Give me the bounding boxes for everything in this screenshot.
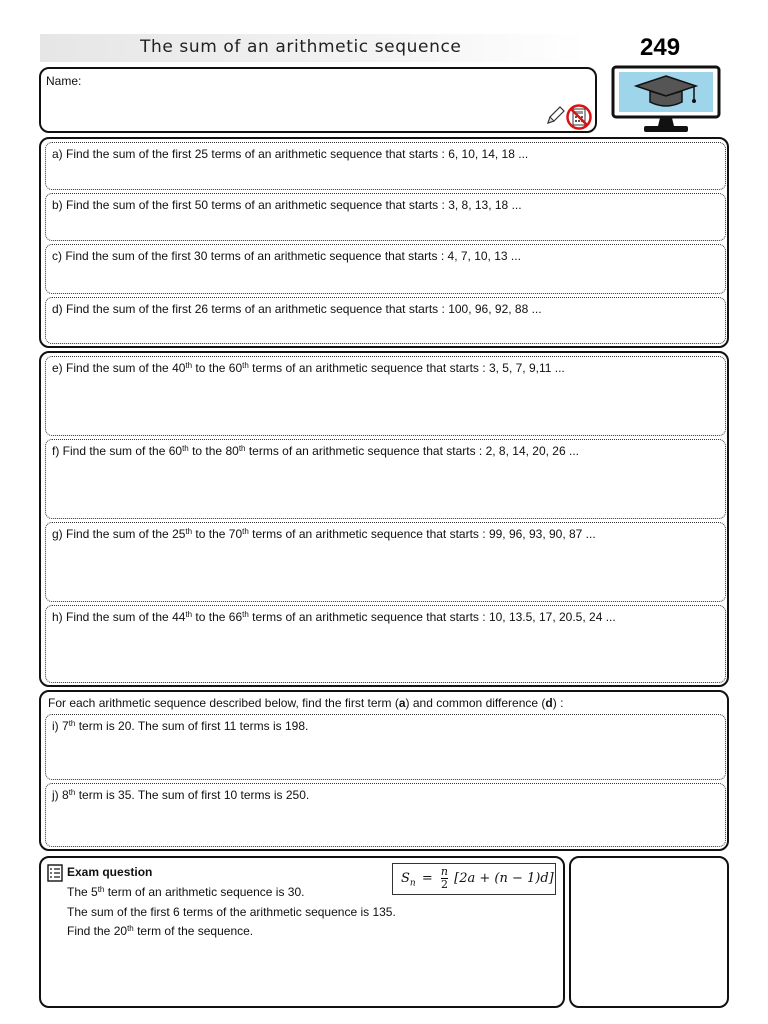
question-text: c) Find the sum of the first 30 terms of an arithmetic sequence that starts : 4, 7, 10, 13 ... xyxy=(52,249,521,263)
question-text: i) 7th term is 20. The sum of first 11 terms is 198. xyxy=(52,719,309,733)
exam-line-2: The sum of the first 6 terms of the arithmetic sequence is 135. xyxy=(67,905,396,919)
question-text: j) 8th term is 35. The sum of first 10 terms is 250. xyxy=(52,788,310,802)
question-text: h) Find the sum of the 44th to the 66th terms of an arithmetic sequence that starts : 10, 13.5, 17, 20.5, 24 ... xyxy=(52,610,616,624)
name-box xyxy=(39,67,597,133)
answer-box[interactable] xyxy=(569,856,729,1008)
question-text: f) Find the sum of the 60th to the 80th terms of an arithmetic sequence that starts : 2, 8, 14, 20, 26 ... xyxy=(52,444,579,458)
question-text: a) Find the sum of the first 25 terms of an arithmetic sequence that starts : 6, 10, 14, 18 ... xyxy=(52,147,529,161)
exam-heading: Exam question xyxy=(67,865,153,879)
checklist-icon xyxy=(47,864,63,882)
question-text: b) Find the sum of the first 50 terms of an arithmetic sequence that starts : 3, 8, 13, 18 ... xyxy=(52,198,522,212)
monitor-graduation-cap-icon xyxy=(610,64,722,136)
section-term-range xyxy=(39,351,729,687)
question-i xyxy=(45,714,726,780)
exam-line-3: Find the 20th term of the sequence. xyxy=(67,924,254,938)
question-b xyxy=(45,193,726,241)
question-g xyxy=(45,522,726,602)
question-j xyxy=(45,783,726,847)
question-h xyxy=(45,605,726,683)
exam-line-1: The 5th term of an arithmetic sequence is 30. xyxy=(67,885,305,899)
question-text: d) Find the sum of the first 26 terms of an arithmetic sequence that starts : 100, 96, 92, 88 ... xyxy=(52,302,542,316)
question-text: e) Find the sum of the 40th to the 60th terms of an arithmetic sequence that starts : 3, 5, 7, 9,11 ... xyxy=(52,361,565,375)
section-instructions: For each arithmetic sequence described below, find the first term (a) and common difference (d) : xyxy=(48,696,564,710)
question-f xyxy=(45,439,726,519)
section-first-n-terms xyxy=(39,137,729,348)
sum-formula: $S_n$ = $\frac{n}{2}$ [2a + (n − 1)d] xyxy=(392,863,556,895)
name-label: Name: xyxy=(46,74,82,88)
no-calculator-icon xyxy=(565,103,593,131)
question-e xyxy=(45,356,726,436)
page-title: The sum of an arithmetic sequence xyxy=(140,37,462,57)
question-text: g) Find the sum of the 25th to the 70th terms of an arithmetic sequence that starts : 99, 96, 93, 90, 87 ... xyxy=(52,527,596,541)
question-d xyxy=(45,297,726,344)
pencil-icon xyxy=(544,105,566,127)
sheet-number: 249 xyxy=(640,34,681,61)
question-a xyxy=(45,142,726,190)
section-first-term-difference xyxy=(39,690,729,851)
question-c xyxy=(45,244,726,294)
